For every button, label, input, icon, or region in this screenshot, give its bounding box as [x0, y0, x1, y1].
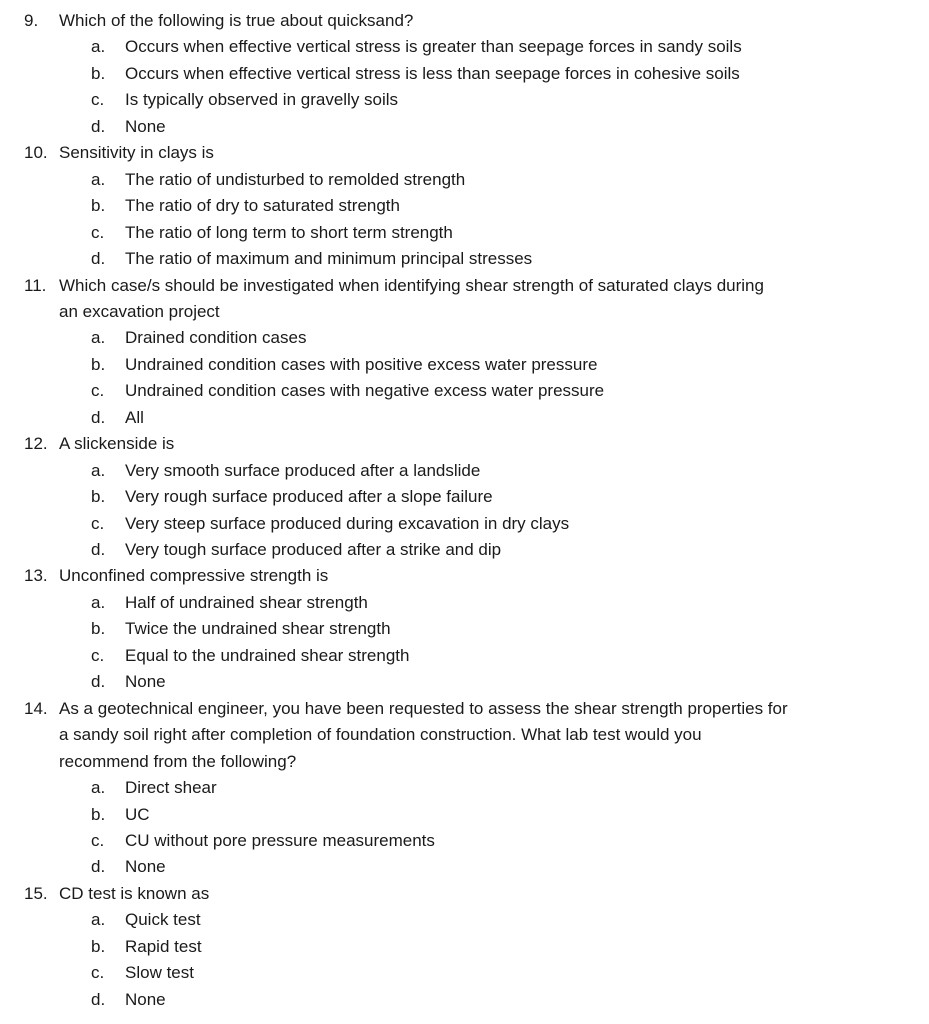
question-text: recommend from the following?: [59, 751, 297, 771]
question-number: 15.: [24, 883, 48, 903]
option-letter: a.: [91, 37, 106, 57]
option-text: Very rough surface produced after a slope failure: [125, 487, 493, 507]
option-text: Slow test: [125, 963, 194, 983]
option-letter: b.: [91, 936, 106, 956]
question-text: an excavation project: [59, 301, 220, 321]
question-text: a sandy soil right after completion of foundation construction. What lab test would you: [59, 725, 702, 745]
option-letter: d.: [91, 857, 106, 877]
option-letter: b.: [91, 804, 106, 824]
question-number: 11.: [24, 275, 47, 295]
option-text: Rapid test: [125, 936, 202, 956]
option-text: Is typically observed in gravelly soils: [125, 90, 399, 110]
option-letter: c.: [91, 513, 105, 533]
option-letter: a.: [91, 910, 106, 930]
question-text: Unconfined compressive strength is: [59, 566, 329, 586]
option-letter: c.: [91, 90, 105, 110]
option-letter: d.: [91, 540, 106, 559]
option-text: UC: [125, 804, 150, 824]
option-text: The ratio of undisturbed to remolded strength: [125, 169, 466, 189]
option-letter: d.: [91, 407, 106, 427]
option-text: Occurs when effective vertical stress is less than seepage forces in cohesive soils: [125, 63, 740, 83]
question-text: CD test is known as: [59, 883, 210, 903]
option-letter: c.: [91, 381, 105, 401]
option-text: Occurs when effective vertical stress is greater than seepage forces in sandy soils: [125, 37, 742, 57]
option-text: Direct shear: [125, 778, 217, 798]
option-letter: a.: [91, 169, 106, 189]
option-text: Quick test: [125, 910, 201, 930]
option-text: Twice the undrained shear strength: [125, 619, 391, 639]
option-text: All: [125, 407, 144, 427]
option-text: The ratio of dry to saturated strength: [125, 196, 400, 216]
option-letter: d.: [91, 249, 106, 269]
option-text: The ratio of long term to short term strength: [125, 222, 453, 242]
option-letter: a.: [91, 328, 106, 348]
option-letter: b.: [91, 619, 106, 639]
question-number: 10.: [24, 143, 48, 163]
option-letter: d.: [91, 989, 106, 1009]
option-letter: a.: [91, 460, 106, 480]
question-text: Which of the following is true about quicksand?: [59, 11, 414, 30]
question-text: Sensitivity in clays is: [59, 143, 214, 163]
option-text: Undrained condition cases with positive excess water pressure: [125, 354, 598, 374]
option-letter: b.: [91, 196, 106, 216]
option-letter: c.: [91, 830, 105, 850]
question-number: 9.: [24, 11, 39, 30]
option-text: None: [125, 857, 166, 877]
option-text: Very steep surface produced during excavation in dry clays: [125, 513, 570, 533]
option-letter: c.: [91, 963, 105, 983]
option-text: None: [125, 989, 166, 1009]
option-letter: c.: [91, 222, 105, 242]
option-text: Very tough surface produced after a strike and dip: [125, 540, 502, 559]
option-text: Equal to the undrained shear strength: [125, 645, 410, 665]
question-number: 13.: [24, 566, 48, 586]
question-text: Which case/s should be investigated when identifying shear strength of saturated clays during: [59, 275, 764, 295]
option-text: Undrained condition cases with negative excess water pressure: [125, 381, 605, 401]
option-text: Drained condition cases: [125, 328, 307, 348]
option-letter: b.: [91, 63, 106, 83]
option-text: Half of undrained shear strength: [125, 592, 368, 612]
question-number: 14.: [24, 698, 48, 718]
option-letter: d.: [91, 116, 106, 136]
option-letter: a.: [91, 778, 106, 798]
option-letter: d.: [91, 672, 106, 692]
option-letter: c.: [91, 645, 105, 665]
option-letter: a.: [91, 592, 106, 612]
option-text: The ratio of maximum and minimum principal stresses: [125, 249, 533, 269]
option-text: Very smooth surface produced after a landslide: [125, 460, 481, 480]
option-text: CU without pore pressure measurements: [125, 830, 435, 850]
option-letter: b.: [91, 354, 106, 374]
question-text: A slickenside is: [59, 434, 175, 454]
option-text: None: [125, 116, 166, 136]
question-text: As a geotechnical engineer, you have been requested to assess the shear strength properties for: [59, 698, 788, 718]
question-number: 12.: [24, 434, 48, 454]
option-text: None: [125, 672, 166, 692]
option-letter: b.: [91, 487, 106, 507]
